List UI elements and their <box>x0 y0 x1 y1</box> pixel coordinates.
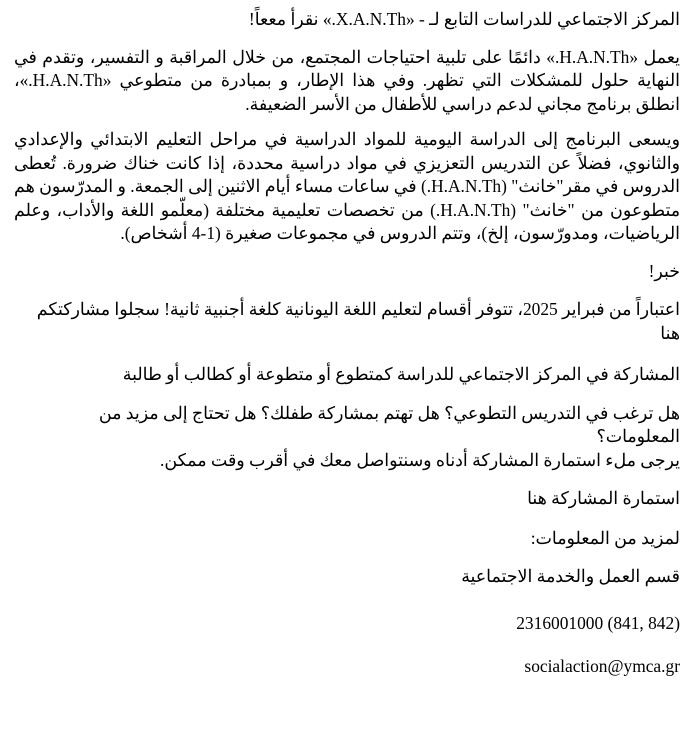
question-line-2: يرجى ملء استمارة المشاركة أدناه وسنتواصل معك في أقرب وقت ممكن. <box>159 449 680 470</box>
document-body <box>14 8 680 679</box>
greek-classes-paragraph: اعتباراً من فبراير 2025، تتوفر أقسام لتعليم اللغة اليونانية كلغة أجنبية ثانية! سجلوا مشاركتكم هنا <box>36 299 680 343</box>
title-line: المركز الاجتماعي للدراسات التابع لـ - «X.A.N.Th.» نقرأ مععاً! <box>248 9 680 29</box>
email-address[interactable] <box>14 655 680 679</box>
form-link-text[interactable]: استمارة المشاركة هنا <box>527 488 680 508</box>
department-name: قسم العمل والخدمة الاجتماعية <box>461 566 680 586</box>
news-heading: خبر! <box>648 260 680 281</box>
intro-paragraph: يعمل «H.A.N.Th.» دائمًا على تلبية احتياجات المجتمع، من خلال المراقبة و التفسير، وتقدم في النهاية حلول للمشكلات التي تظهر. وفي هذا الإطار، و بمبادرة من متطوعي «H.A.N.Th.»، انطلق برنامج مجاني لدعم دراسي للأطفال من الأسر الضعيفة. <box>14 46 680 114</box>
question-line-1: هل ترغب في التدريس التطوعي؟ هل تهتم بمشاركة طفلك؟ هل تحتاج إلى مزيد من المعلومات؟ <box>98 402 680 446</box>
participation-form-link[interactable] <box>14 487 680 511</box>
phone-number: 2316001000 (841, 842) <box>516 612 680 633</box>
participation-heading: المشاركة في المركز الاجتماعي للدراسة كمتطوع أو متطوعة أو كطالب أو طالبة <box>122 364 680 384</box>
more-info-label: لمزيد من المعلومات: <box>530 527 680 548</box>
program-paragraph: ويسعى البرنامج إلى الدراسة اليومية للمواد الدراسية في مراحل التعليم الابتدائي والإعدادي والثانوي، فضلاً عن التدريس التعزيزي في مواد دراسية محددة، إذا كانت خناك ضرورة. تُعطى الدروس في مقر"خانث" (H.A.N.Th.) في ساعات مساء أيام الاثنين إلى الجمعة. و المدرّسون هم متطوعون من "خانث" (H.A.N.Th.) من تخصصات تعليمية مختلفة (معلّمو اللغة والأداب، وعلم الرياضيات، ومدورّسون، إلخ)، وتتم الدروس في مجموعات صغيرة (1-4 أشخاص). <box>14 129 681 243</box>
email-link[interactable]: socialaction@ymca.gr <box>524 656 680 676</box>
